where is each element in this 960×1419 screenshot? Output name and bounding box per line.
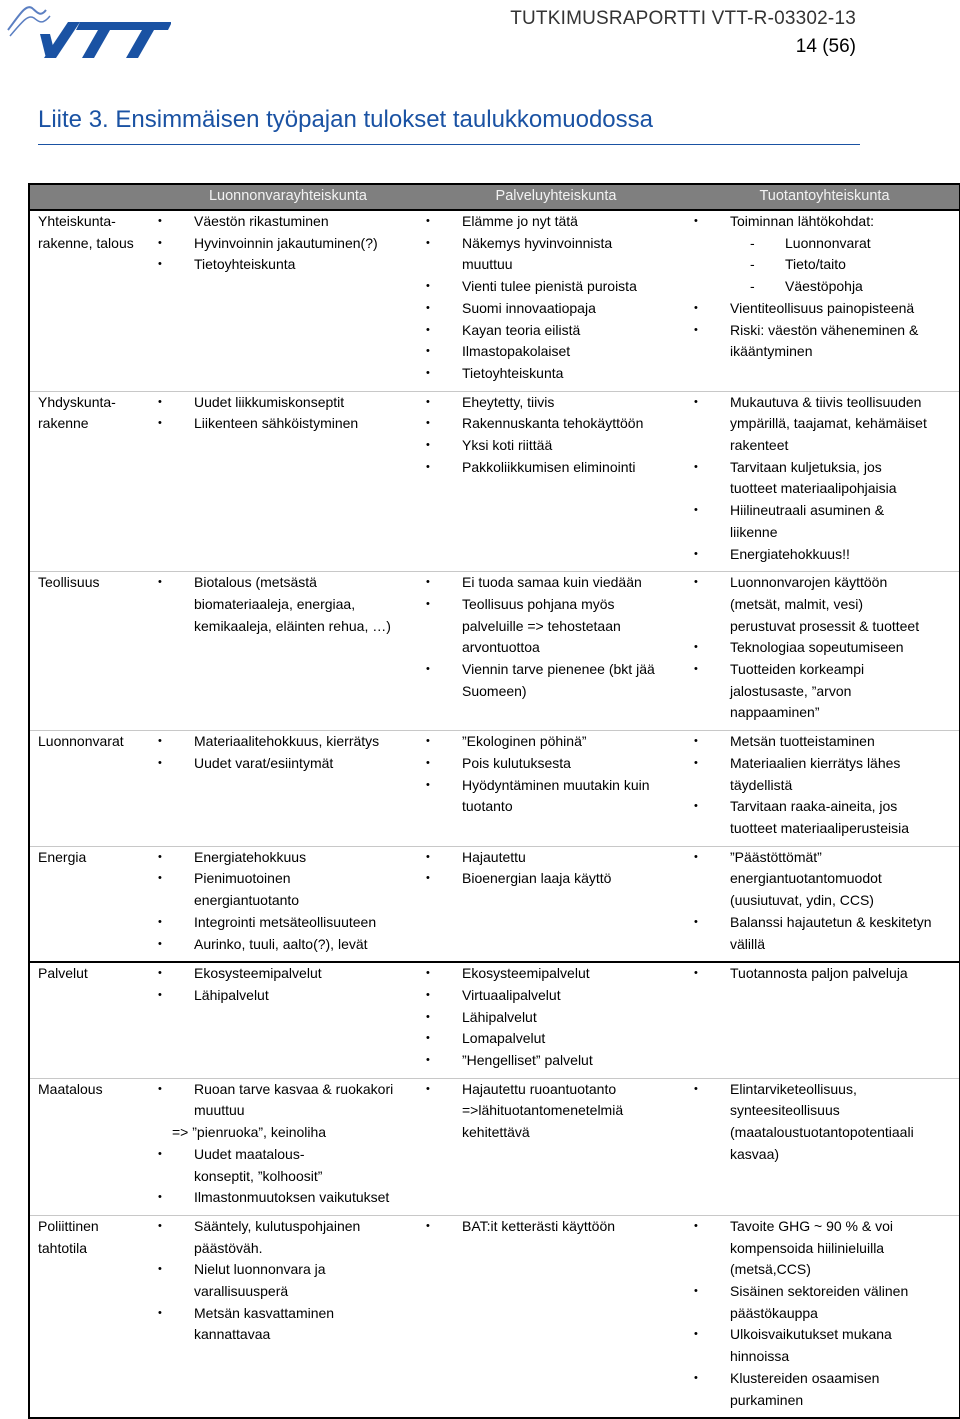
table-cell [690,846,960,962]
column-header: Tuotantoyhteiskunta [690,184,960,210]
results-table [28,183,960,1419]
list-item: muuttuu [194,1102,245,1119]
list-item: perustuvat prosessit & tuotteet [730,617,920,634]
list-item: • Tuotannosta paljon palveluja [690,963,959,985]
list-item: • Ulkoisvaikutukset mukana [690,1324,959,1346]
table-cell [422,731,690,847]
bullet-list [690,847,959,956]
list-item: varallisuusperä [194,1283,289,1300]
list-item: • Tuotteiden korkeampi [690,659,959,681]
list-item: • Mukautuva & tiivis teollisuuden [690,392,959,414]
list-item: • Tavoite GHG ~ 90 % & voi [690,1216,959,1238]
list-item: • Materiaalitehokkuus, kierrätys [154,731,422,753]
table-row [29,1215,960,1418]
list-item: täydellistä [730,776,793,793]
bullet-list [154,847,422,956]
list-item: • Biotalous (metsästä [154,572,422,594]
list-item: • Energiatehokkuus [154,847,422,869]
bullet-list [690,572,959,724]
table-cell [154,731,422,847]
list-item: arvontuottoa [462,639,540,656]
list-item: muuttuu [462,256,513,273]
column-header: Palveluyhteiskunta [422,184,690,210]
list-item: energiantuotanto [194,892,300,909]
list-item: • Pienimuotoinen [154,868,422,890]
table-cell [422,210,690,391]
list-item: • ”Ekologinen pöhinä” [422,731,690,753]
row-label: Teollisuus [29,572,154,731]
list-item: • Viennin tarve pienenee (bkt jää [422,659,690,681]
list-item: • Materiaalien kierrätys lähes [690,753,959,775]
table-row [29,210,960,391]
list-item: ympärillä, taajamat, kehämäiset [730,415,927,432]
table-row [29,846,960,962]
list-item: • Riski: väestön väheneminen & [690,320,959,342]
row-label: Yhteiskunta- rakenne, talous [29,210,154,391]
list-item: tuotanto [462,798,513,815]
list-item: • Lähipalvelut [154,985,422,1007]
list-item: konseptit, ”kolhoosit” [194,1167,323,1184]
list-item: • Uudet maatalous- [154,1144,422,1166]
list-item: • Aurinko, tuuli, aalto(?), levät [154,934,422,956]
list-item: (metsät, malmit, vesi) [730,595,864,612]
list-item: • Lähipalvelut [422,1007,690,1029]
table-row [29,1078,960,1215]
list-item: nappaaminen” [730,704,820,721]
list-item: • Yksi koti riittää [422,435,690,457]
list-item: • Hajautettu [422,847,690,869]
list-item: • Elämme jo nyt tätä [422,211,690,233]
list-item: • Hyvinvoinnin jakautuminen(?) [154,233,422,255]
table-cell [422,1215,690,1418]
bullet-list [154,572,422,637]
list-item: • Bioenergian laaja käyttö [422,868,690,890]
list-item: päästöväh. [194,1239,263,1256]
list-item: • Pois kulutuksesta [422,753,690,775]
list-item: • Ruoan tarve kasvaa & ruokakori [154,1079,422,1101]
table-row [29,391,960,572]
table-cell [154,210,422,391]
list-item: • Integrointi metsäteollisuuteen [154,912,422,934]
table-row [29,962,960,1078]
row-label: Poliittinen tahtotila [29,1215,154,1418]
bullet-list [422,1216,690,1238]
list-item: biomateriaaleja, energiaa, [194,595,356,612]
table-header-row [29,184,960,210]
list-item: kasvaa) [730,1145,780,1162]
list-item: • Ekosysteemipalvelut [422,963,690,985]
page-number: 14 (56) [795,36,856,57]
bullet-list [690,1216,959,1411]
list-item: energiantuotantomuodot [730,870,882,887]
list-item: kompensoida hiilinieluilla [730,1239,885,1256]
list-item: ikääntyminen [730,343,813,360]
list-item: purkaminen [730,1391,804,1408]
list-item: • Teollisuus pohjana myös [422,594,690,616]
row-label: Energia [29,846,154,962]
list-item: • Hyödyntäminen muutakin kuin [422,775,690,797]
list-item: • ”Hengelliset” palvelut [422,1050,690,1072]
bullet-list [154,1079,422,1209]
row-label: Palvelut [29,962,154,1078]
bullet-list [422,847,690,890]
list-item: palveluille => tehostetaan [462,617,621,634]
list-item: • Tietoyhteiskunta [154,254,422,276]
list-item: • Hiilineutraali asuminen & [690,500,959,522]
list-item: • Rakennuskanta tehokäyttöön [422,413,690,435]
list-item: • Luonnonvarojen käyttöön [690,572,959,594]
table-cell [154,1078,422,1215]
table-cell [690,731,960,847]
column-header [29,184,154,210]
list-item: (metsä,CCS) [730,1261,811,1278]
list-item: päästökauppa [730,1304,818,1321]
list-item: välillä [730,935,766,952]
list-item: tuotteet materiaaliperusteisia [730,819,909,836]
list-item: • Uudet liikkumiskonseptit [154,392,422,414]
list-item: • Sisäinen sektoreiden välinen [690,1281,959,1303]
list-item: • Suomi innovaatiopaja [422,298,690,320]
list-item: • ”Päästöttömät” [690,847,959,869]
bullet-list [690,1079,959,1166]
table-cell [690,572,960,731]
table-cell [422,391,690,572]
bullet-list [690,731,959,840]
table-cell [154,391,422,572]
table-row [29,572,960,731]
list-item: jalostusaste, ”arvon [730,682,852,699]
report-header [510,8,856,58]
bullet-list [690,392,959,566]
list-item: kannattavaa [194,1326,271,1343]
table-cell [154,1215,422,1418]
page-title: Liite 3. Ensimmäisen työpajan tulokset taulukkomuodossa [38,106,860,145]
table-cell [690,391,960,572]
list-item: • Liikenteen sähköistyminen [154,413,422,435]
list-item: kemikaaleja, eläinten rehua, …) [194,617,391,634]
list-item: • Vientiteollisuus painopisteenä [690,298,959,320]
table-cell [690,962,960,1078]
list-item: • Ei tuoda samaa kuin viedään [422,572,690,594]
bullet-list [422,392,690,479]
list-item: • Kayan teoria eilistä [422,320,690,342]
list-item: • Elintarviketeollisuus, [690,1079,959,1101]
list-item: hinnoissa [730,1348,790,1365]
table-cell [422,962,690,1078]
bullet-list [154,1216,422,1346]
list-item: • Eheytetty, tiivis [422,392,690,414]
row-label: Yhdyskunta- rakenne [29,391,154,572]
list-item: • Tarvitaan raaka-aineita, jos [690,796,959,818]
bullet-list [690,963,959,985]
bullet-list [422,211,690,385]
table-cell [422,846,690,962]
bullet-list [422,1079,690,1144]
table-cell [690,1215,960,1418]
report-number: TUTKIMUSRAPORTTI VTT-R-03302-13 [510,8,856,29]
table-cell [422,572,690,731]
list-item: • Toiminnan lähtökohdat: [690,211,959,233]
list-item: synteesiteollisuus [730,1102,840,1119]
list-item: • Näkemys hyvinvoinnista [422,233,690,255]
table-row [29,731,960,847]
bullet-list [154,211,422,276]
list-item: • Metsän tuotteistaminen [690,731,959,753]
list-item: • Metsän kasvattaminen [154,1303,422,1325]
list-item: liikenne [730,523,778,540]
list-item: • Uudet varat/esiintymät [154,753,422,775]
list-item: • Pakkoliikkumisen eliminointi [422,457,690,479]
table-cell [154,962,422,1078]
table-cell [422,1078,690,1215]
list-item: • BAT:it ketterästi käyttöön [422,1216,690,1238]
list-item: • Energiatehokkuus!! [690,544,959,566]
list-item: kehitettävä [462,1124,530,1141]
bullet-list [154,392,422,435]
table-cell [154,572,422,731]
list-item: =>lähituotantomenetelmiä [462,1102,624,1119]
list-item: • Lomapalvelut [422,1028,690,1050]
list-item: • Ekosysteemipalvelut [154,963,422,985]
bullet-list [422,731,690,818]
list-item: • Balanssi hajautetun & keskitetyn [690,912,959,934]
list-item: • Teknologiaa sopeutumiseen [690,637,959,659]
list-item: • Tietoyhteiskunta [422,363,690,385]
list-item: • Sääntely, kulutuspohjainen [154,1216,422,1238]
list-item: • Hajautettu ruoantuotanto [422,1079,690,1101]
sub-list-item: - Luonnonvarat [690,233,959,255]
list-item: => ”pienruoka”, keinoliha [172,1124,327,1141]
sub-list-item: - Tieto/taito [690,254,959,276]
sub-list-item: - Väestöpohja [690,276,959,298]
table-cell [690,1078,960,1215]
row-label: Maatalous [29,1078,154,1215]
list-item: • Ilmastopakolaiset [422,341,690,363]
list-item: • Ilmastonmuutoksen vaikutukset [154,1187,422,1209]
list-item: (maataloustuotantopotentiaali [730,1124,914,1141]
row-label: Luonnonvarat [29,731,154,847]
list-item: • Tarvitaan kuljetuksia, jos [690,457,959,479]
list-item: tuotteet materiaalipohjaisia [730,480,897,497]
bullet-list [422,963,690,1072]
bullet-list [690,211,959,363]
list-item: Suomeen) [462,682,527,699]
list-item: • Vienti tulee pienistä puroista [422,276,690,298]
list-item: • Väestön rikastuminen [154,211,422,233]
table-cell [154,846,422,962]
column-header: Luonnonvarayhteiskunta [154,184,422,210]
table-cell [690,210,960,391]
list-item: (uusiutuvat, ydin, CCS) [730,892,874,909]
list-item: • Nielut luonnonvara ja [154,1259,422,1281]
vtt-logo-icon [6,0,171,62]
bullet-list [422,572,690,702]
list-item: rakenteet [730,437,789,454]
list-item: • Klustereiden osaamisen [690,1368,959,1390]
bullet-list [154,963,422,1006]
bullet-list [154,731,422,774]
list-item: • Virtuaalipalvelut [422,985,690,1007]
